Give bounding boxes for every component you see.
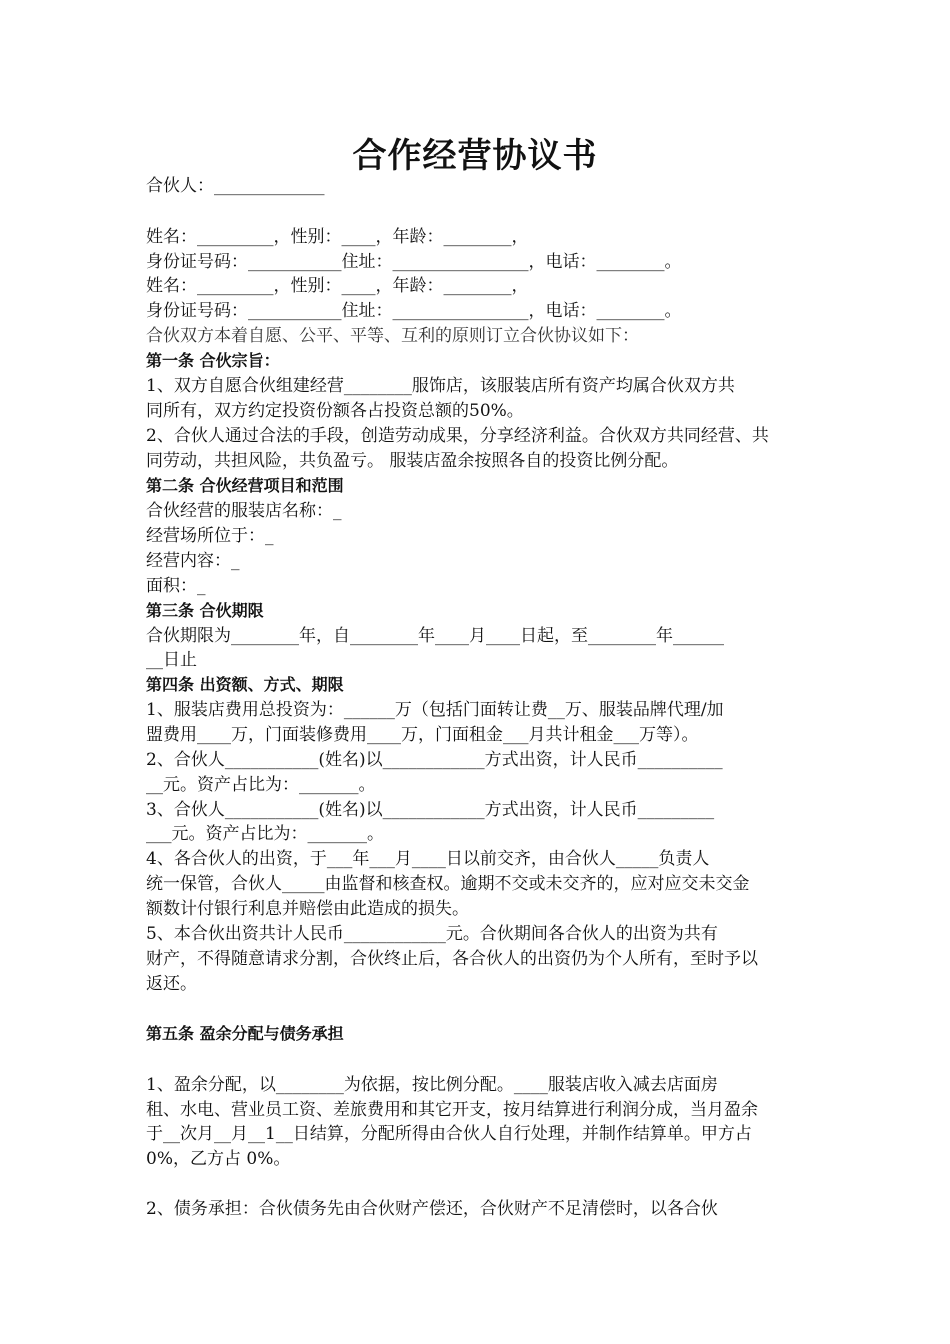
preamble-line: 合伙双方本着自愿、公平、平等、互利的原则订立合伙协议如下： (146, 326, 639, 346)
article-2-heading: 第二条 合伙经营项目和范围 (146, 476, 344, 495)
article-4-line: 统一保管，合伙人_____由监督和核查权。逾期不交或未交齐的，应对应交未交金 (146, 874, 750, 894)
article-5-line: 于__次月__月__1__日结算，分配所得由合伙人自行处理，并制作结算单。甲方占 (146, 1124, 752, 1144)
article-4-line: 5、本合伙出资共计人民币____________元。合伙期间各合伙人的出资为共有 (146, 924, 718, 944)
article-1-line: 同所有，双方约定投资份额各占投资总额的50%。 (146, 401, 524, 421)
article-4-line: 返还。 (146, 974, 197, 994)
party2-name-line: 姓名：_________，性别：____，年龄：________， (146, 276, 529, 296)
party2-id-line: 身份证号码：___________住址：________________，电话：________。 (146, 301, 682, 321)
document-title: 合作经营协议书 (352, 136, 598, 176)
article-2-line: 经营场所位于：_ (146, 526, 274, 546)
article-4-line: 2、合伙人___________(姓名)以____________方式出资，计人民币__________ (146, 750, 723, 770)
article-5-line: 0%，乙方占 0%。 (146, 1149, 291, 1169)
party1-name-line: 姓名：_________，性别：____，年龄：________， (146, 227, 529, 247)
article-4-line: 额数计付银行利息并赔偿由此造成的损失。 (146, 899, 469, 919)
party1-id-line: 身份证号码：___________住址：________________，电话：________。 (146, 252, 682, 272)
article-3-line: __日止 (146, 650, 197, 670)
article-3-line: 合伙期限为________年，自________年____月____日起，至________年______ (146, 626, 724, 646)
article-5-line: 2、债务承担：合伙债务先由合伙财产偿还，合伙财产不足清偿时，以各合伙 (146, 1199, 718, 1219)
article-4-line: 4、各合伙人的出资，于___年___月____日以前交齐，由合伙人_____负责人 (146, 849, 710, 869)
article-4-line: 3、合伙人___________(姓名)以____________方式出资，计人民币_________ (146, 800, 715, 820)
article-2-line: 合伙经营的服装店名称：_ (146, 501, 342, 521)
article-5-line: 租、水电、营业员工资、差旅费用和其它开支，按月结算进行利润分成，当月盈余 (146, 1100, 758, 1120)
partner-line: 合伙人：_____________ (146, 176, 325, 196)
article-2-line: 面积：_ (146, 576, 206, 596)
article-4-line: 财产，不得随意请求分割，合伙终止后，各合伙人的出资仍为个人所有，至时予以 (146, 949, 758, 969)
article-5-line: 1、盈余分配，以________为依据，按比例分配。____服装店收入减去店面房 (146, 1075, 718, 1095)
article-1-line: 同劳动，共担风险，共负盈亏。 服装店盈余按照各自的投资比例分配。 (146, 451, 679, 471)
article-4-line: 盟费用____万，门面装修费用____万，门面租金___月共计租金___万等）。 (146, 725, 699, 745)
article-1-line: 1、双方自愿合伙组建经营________服饰店，该服装店所有资产均属合伙双方共 (146, 376, 735, 396)
article-1-line: 2、合伙人通过合法的手段，创造劳动成果，分享经济利益。合伙双方共同经营、共 (146, 426, 769, 446)
article-3-heading: 第三条 合伙期限 (146, 601, 264, 620)
article-4-line: __元。资产占比为：_______。 (146, 775, 376, 795)
article-1-heading: 第一条 合伙宗旨： (146, 351, 280, 370)
article-2-line: 经营内容：_ (146, 551, 240, 571)
article-4-heading: 第四条 出资额、方式、期限 (146, 675, 344, 694)
article-5-heading: 第五条 盈余分配与债务承担 (146, 1024, 344, 1043)
article-4-line: 1、服装店费用总投资为：______万（包括门面转让费__万、服装品牌代理/加 (146, 700, 724, 720)
article-4-line: ___元。资产占比为：_______。 (146, 824, 384, 844)
